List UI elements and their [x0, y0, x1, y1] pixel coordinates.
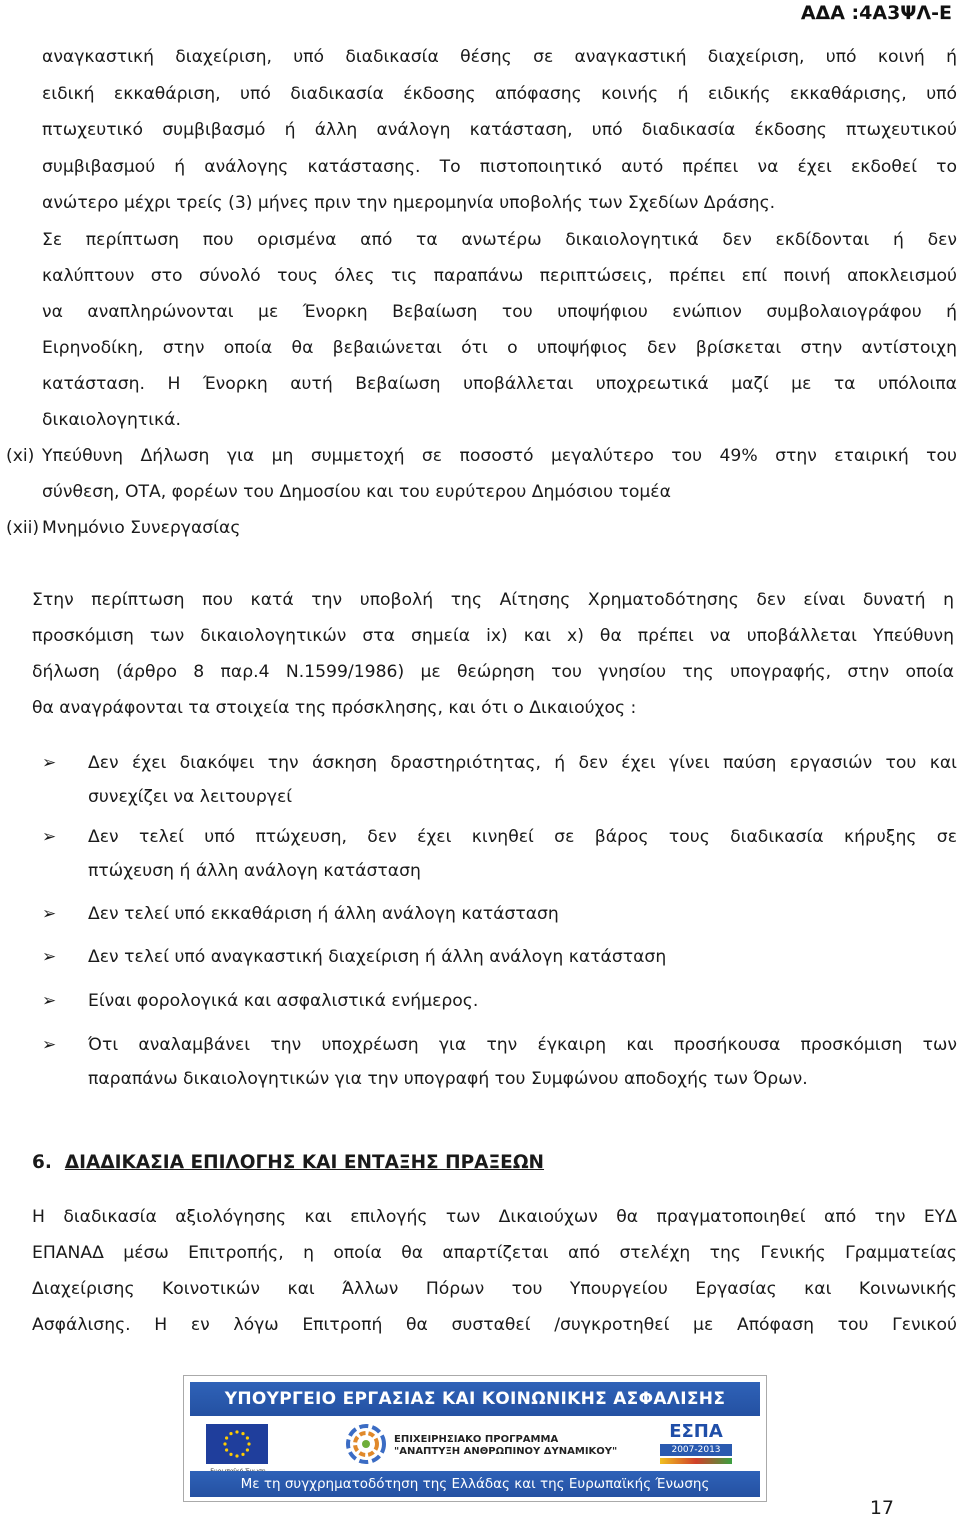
- arrow-bullet-icon: ➢: [42, 991, 57, 1011]
- arrow-bullet-icon: ➢: [42, 827, 57, 847]
- text-line: αναγκαστική διαχείριση, υπό διαδικασία θέσης σε αναγκαστική διαχείριση, υπό κοινή ή: [42, 47, 957, 67]
- text-line: ανώτερο μέχρι τρείς (3) μήνες πριν την ημερομηνία υποβολής των Σχεδίων Δράσης.: [42, 193, 776, 213]
- text-line: Μνημόνιο Συνεργασίας: [42, 518, 241, 538]
- item-number: (xii): [6, 518, 40, 538]
- text-line: καλύπτουν στο σύνολό τους όλες τις παραπάνω περιπτώσεις, πρέπει επί ποινή αποκλεισμού: [42, 266, 957, 286]
- arrow-bullet-icon: ➢: [42, 1035, 57, 1055]
- espa-logo: [660, 1422, 732, 1464]
- section-title: ΔΙΑΔΙΚΑΣΙΑ ΕΠΙΛΟΓΗΣ ΚΑΙ ΕΝΤΑΞΗΣ ΠΡΑΞΕΩΝ: [64, 1152, 545, 1173]
- eu-flag-icon: [206, 1424, 268, 1464]
- text-line: Στην περίπτωση που κατά την υποβολή της Αίτησης Χρηματοδότησης δεν είναι δυνατή η: [32, 590, 954, 610]
- text-line: Σε περίπτωση που ορισμένα από τα ανωτέρω δικαιολογητικά δεν εκδίδονται ή δεν: [42, 230, 957, 250]
- footer-banner: [183, 1375, 767, 1502]
- bullet-text: πτώχευση ή άλλη ανάλογη κατάσταση: [88, 861, 421, 881]
- text-line: πτωχευτικό συμβιβασμό ή άλλη ανάλογη κατάσταση, υπό διαδικασία έκδοσης πτωχευτικού: [42, 120, 957, 140]
- bullet-text: συνεχίζει να λειτουργεί: [88, 787, 293, 807]
- cofunding-note: Με τη συγχρηματοδότηση της Ελλάδας και της Ευρωπαϊκής Ένωσης: [190, 1471, 760, 1497]
- text-line: ειδική εκκαθάριση, υπό διαδικασία έκδοσης απόφασης κοινής ή ειδικής εκκαθάρισης, υπό: [42, 84, 957, 104]
- espa-title: ΕΣΠΑ: [669, 1421, 723, 1442]
- espa-years: 2007-2013: [660, 1444, 732, 1456]
- text-line: Η διαδικασία αξιολόγησης και επιλογής των Δικαιούχων θα πραγματοποιηθεί από την ΕΥΔ: [32, 1207, 957, 1227]
- text-line: δήλωση (άρθρο 8 παρ.4 Ν.1599/1986) με θεώρηση του γνησίου της υπογραφής, στην οποία: [32, 662, 954, 682]
- text-line: συμβιβασμού ή ανάλογης κατάστασης. Το πιστοποιητικό αυτό πρέπει να έχει εκδοθεί το: [42, 157, 957, 177]
- ministry-title: ΥΠΟΥΡΓΕΙΟ ΕΡΓΑΣΙΑΣ ΚΑΙ ΚΟΙΝΩΝΙΚΗΣ ΑΣΦΑΛΙΣΗΣ: [190, 1382, 760, 1416]
- text-line: να αναπληρώνονται με Ένορκη Βεβαίωση του υποψήφιου ενώπιον συμβολαιογράφου ή: [42, 302, 957, 322]
- bullet-text: Δεν τελεί υπό αναγκαστική διαχείριση ή άλλη ανάλογη κατάσταση: [88, 947, 667, 967]
- bullet-text: Ότι αναλαμβάνει την υποχρέωση για την έγκαιρη και προσήκουσα προσκόμιση των: [88, 1035, 957, 1055]
- programme-logo-icon: [344, 1422, 388, 1466]
- text-line: Υπεύθυνη Δήλωση για μη συμμετοχή σε ποσοστό μεγαλύτερο του 49% στην εταιρική του: [42, 446, 957, 466]
- text-line: Διαχείρισης Κοινοτικών και Άλλων Πόρων του Υπουργείου Εργασίας και Κοινωνικής: [32, 1279, 957, 1299]
- programme-line-1: ΕΠΙΧΕΙΡΗΣΙΑΚΟ ΠΡΟΓΡΑΜΜΑ: [394, 1434, 559, 1445]
- text-line: Ασφάλισης. Η εν λόγω Επιτροπή θα συσταθεί /συγκροτηθεί με Απόφαση του Γενικού: [32, 1315, 957, 1335]
- ada-code: ΑΔΑ :4Α3ΨΛ-Ε: [800, 2, 952, 24]
- bullet-text: παραπάνω δικαιολογητικών για την υπογραφή του Συμφώνου αποδοχής των Όρων.: [88, 1069, 808, 1089]
- page-number: 17: [869, 1497, 894, 1519]
- text-line: ΕΠΑΝΑΔ μέσω Επιτροπής, η οποία θα απαρτίζεται από στελέχη της Γενικής Γραμματείας: [32, 1243, 957, 1263]
- programme-name: [394, 1434, 617, 1458]
- bullet-text: Δεν τελεί υπό πτώχευση, δεν έχει κινηθεί σε βάρος τους διαδικασία κήρυξης σε: [88, 827, 957, 847]
- text-line: δικαιολογητικά.: [42, 410, 181, 430]
- item-number: (xi): [6, 446, 35, 466]
- arrow-bullet-icon: ➢: [42, 947, 57, 967]
- text-line: προσκόμιση των δικαιολογητικών στα σημεία ix) και x) θα πρέπει να υποβάλλεται Υπεύθυνη: [32, 626, 954, 646]
- text-line: σύνθεση, ΟΤΑ, φορέων του Δημοσίου και του ευρύτερου Δημόσιου τομέα: [42, 482, 671, 502]
- text-line: κατάσταση. Η Ένορκη αυτή Βεβαίωση υποβάλλεται υποχρεωτικά μαζί με τα υπόλοιπα: [42, 374, 957, 394]
- section-heading: [32, 1152, 544, 1173]
- espa-stripe: [660, 1458, 732, 1464]
- section-number: 6.: [32, 1152, 52, 1173]
- text-line: Ειρηνοδίκη, στην οποία θα βεβαιώνεται ότι ο υποψήφιος δεν βρίσκεται στην αντίστοιχη: [42, 338, 957, 358]
- arrow-bullet-icon: ➢: [42, 753, 57, 773]
- text-line: θα αναγράφονται τα στοιχεία της πρόσκλησης, και ότι ο Δικαιούχος :: [32, 698, 637, 718]
- bullet-text: Δεν έχει διακόψει την άσκηση δραστηριότητας, ή δεν έχει γίνει παύση εργασιών του και: [88, 753, 957, 773]
- bullet-text: Είναι φορολογικά και ασφαλιστικά ενήμερος.: [88, 991, 479, 1011]
- programme-line-2: "ΑΝΑΠΤΥΞΗ ΑΝΘΡΩΠΙΝΟΥ ΔΥΝΑΜΙΚΟΥ": [394, 1446, 618, 1457]
- bullet-text: Δεν τελεί υπό εκκαθάριση ή άλλη ανάλογη κατάσταση: [88, 904, 559, 924]
- arrow-bullet-icon: ➢: [42, 904, 57, 924]
